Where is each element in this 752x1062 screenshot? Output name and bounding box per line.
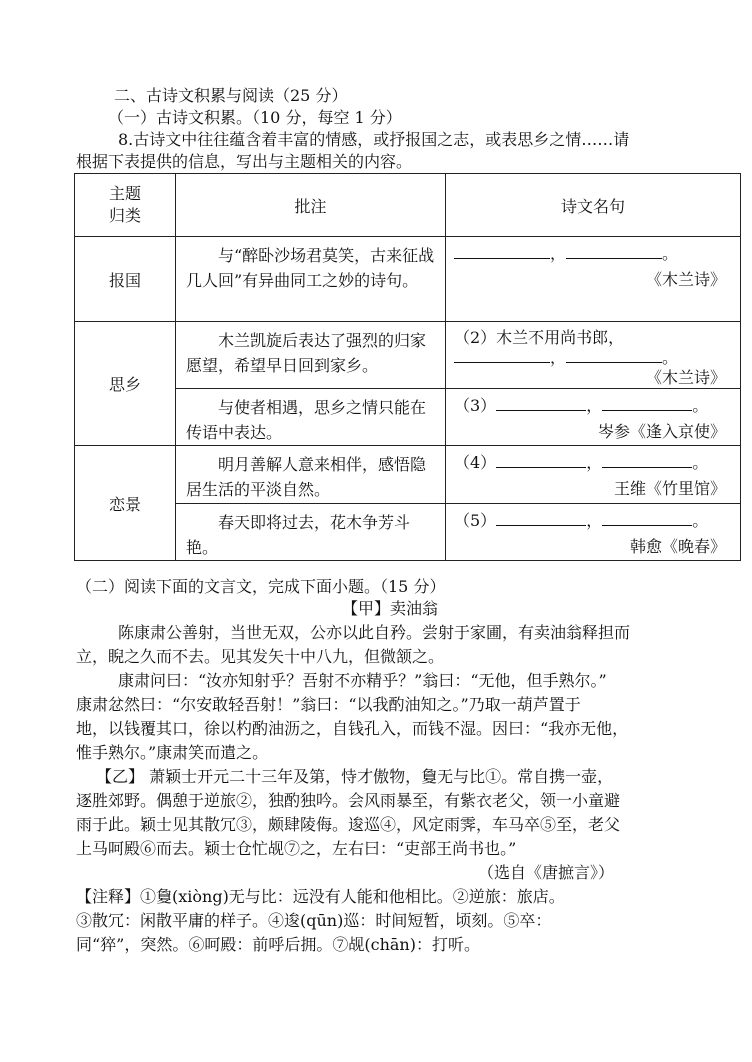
jia-paragraph-line: 陈康肃公善射，当世无双，公亦以此自矜。尝射于家圃，有卖油翁释担而 [118,623,631,642]
poem-source: 《木兰诗》 [645,368,726,387]
poem-source: 《木兰诗》 [645,270,726,289]
answer-blank[interactable] [602,511,692,526]
table-row [75,237,741,322]
note-cell [176,237,446,322]
table-header-row [75,174,741,237]
answer-prefix: （3） [454,396,497,415]
note-cell [176,446,446,504]
theme-cell: 恋景 [75,446,176,561]
poem-source: 韩愈《晚春》 [629,537,726,556]
answer-blank[interactable] [566,244,662,259]
answer-blank[interactable] [454,348,550,363]
jia-paragraph-line: 地，以钱覆其口，徐以杓酌油沥之，自钱孔入，而钱不湿。因曰：“我亦无他， [76,719,629,738]
answer-blank[interactable] [454,244,550,259]
answer-cell: ， 。 《木兰诗》 [446,237,741,322]
answer-blank[interactable] [496,396,586,411]
notes-line: ③散冗：闲散平庸的样子。④逡(qūn)巡：时间短暂，顷刻。⑤卒： [76,911,552,930]
part1-title: （一）古诗文积累。（10 分，每空 1 分） [108,108,402,127]
theme-cell: 思乡 [75,322,176,446]
header-poem: 诗文名句 [446,174,741,237]
jia-title: 【甲】卖油翁 [342,599,439,618]
table-row [75,322,741,389]
yi-paragraph-line: 上马呵殿⑥而去。颖士仓忙觇⑦之，左右曰：“吏部王尚书也。” [76,839,517,858]
answer-blank[interactable] [602,453,692,468]
table-row [75,446,741,504]
answer-cell: （4） ， 。 王维《竹里馆》 [446,446,741,504]
answer-prefix: （5） [454,511,497,530]
yi-paragraph-line: 【乙】 萧颖士开元二十三年及第，恃才傲物，敻无与比①。常自携一壶， [96,767,614,786]
note-cell [176,322,446,389]
poem-source: 王维《竹里馆》 [613,479,726,498]
text-source: （选自《唐摭言》） [478,863,615,882]
poem-source: 岑参《逢入京使》 [597,422,726,441]
part2-title: （二）阅读下面的文言文，完成下面小题。（15 分） [76,577,446,596]
jia-paragraph-line: 康肃忿然曰：“尔安敢轻吾射！”翁曰：“以我酌油知之。”乃取一葫芦置于 [76,695,581,714]
jia-paragraph-line: 惟手熟尔。”康肃笑而遣之。 [76,743,269,762]
header-theme [75,174,176,237]
question-8-line2: 根据下表提供的信息，写出与主题相关的内容。 [76,152,413,171]
note-text: 与使者相遇，思乡之情只能在传语中表达。 [186,398,427,442]
note-cell [176,389,446,446]
note-text: 木兰凯旋后表达了强烈的归家愿望，希望早日回到家乡。 [186,331,427,375]
answer-cell: （5） ， 。 韩愈《晚春》 [446,504,741,561]
jia-paragraph-line: 立，睨之久而不去。见其发矢十中八九，但微颔之。 [76,647,445,666]
poem-table [74,173,741,561]
answer-prefix: （2）木兰不用尚书郎， [454,328,625,347]
question-8-line1: 8.古诗文中往往蕴含着丰富的情感，或抒报国之志，或表思乡之情……请 [118,130,630,149]
notes-line: 【注释】①敻(xiòng)无与比：远没有人能和他相比。②逆旅：旅店。 [76,887,565,906]
header-theme-line1: 主题 [108,184,141,203]
yi-paragraph-line: 雨于此。颖士见其散冗③，颇肆陵侮。逡巡④，风定雨霁，车马卒⑤至，老父 [76,815,621,834]
answer-cell: （2）木兰不用尚书郎， ， 。 《木兰诗》 [446,322,741,389]
header-note: 批注 [176,174,446,237]
section-title: 二、古诗文积累与阅读（25 分） [114,86,348,105]
notes-line: 同“猝”，突然。⑥呵殿：前呼后拥。⑦觇(chān)：打听。 [76,935,480,954]
header-theme-line2: 归类 [108,206,141,225]
answer-blank[interactable] [496,511,586,526]
answer-blank[interactable] [602,396,692,411]
note-text: 明月善解人意来相伴，感悟隐居生活的平淡自然。 [186,455,427,499]
answer-cell: （3） ， 。 岑参《逢入京使》 [446,389,741,446]
note-text: 春天即将过去，花木争芳斗艳。 [186,513,411,557]
jia-paragraph-line: 康肃问曰：“汝亦知射乎？吾射不亦精乎？”翁曰：“无他，但手熟尔。” [118,671,607,690]
note-cell [176,504,446,561]
yi-paragraph-line: 逐胜郊野。偶憩于逆旅②，独酌独吟。会风雨暴至，有紫衣老父，领一小童避 [76,791,621,810]
answer-prefix: （4） [454,453,497,472]
note-text: 与“醉卧沙场君莫笑，古来征战几人回”有异曲同工之妙的诗句。 [186,246,435,290]
answer-blank[interactable] [566,348,662,363]
theme-cell: 报国 [75,237,176,322]
answer-blank[interactable] [496,453,586,468]
